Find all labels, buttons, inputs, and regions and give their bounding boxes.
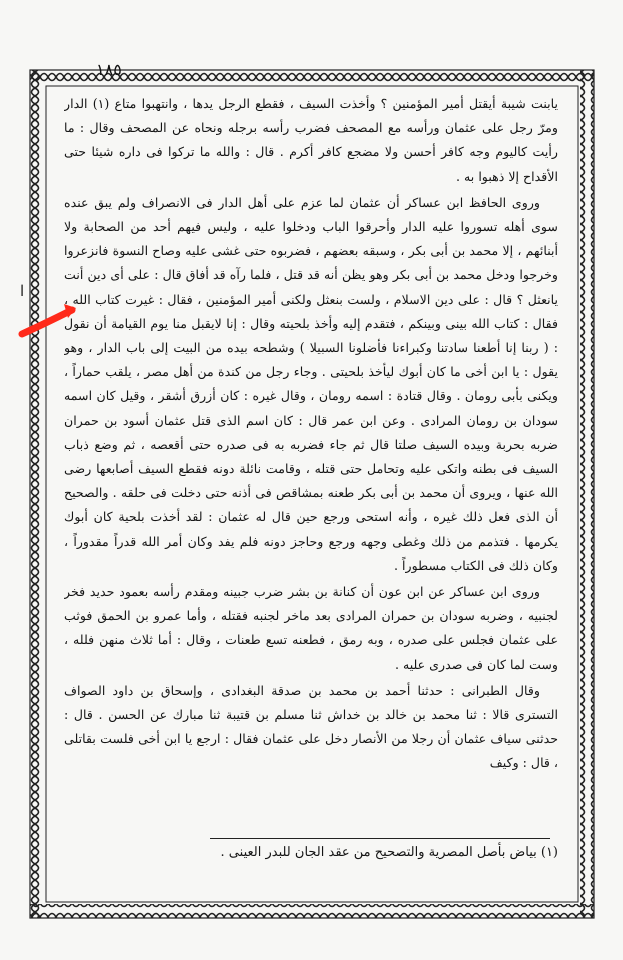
paragraph-2: وروى الحافظ ابن عساكر أن عثمان لما عزم على أهل الدار فى الانصراف ولم يبق عنده سوى أهله تسوروا عليه الدار وأحرقوا الباب ودخلوا عليه ، وليس فيهم أحد من الصحابة ولا أبنائهم ، إلا محمد بن أبى بكر ، وسبقه بعضهم ، فضربوه حتى غشى عليه وصاح النسوة فانزعروا وخرجوا ودخل محمد بن أبى بكر وهو يظن أنه قد قتل ، فلما رآه قد أفاق قال : على أى دين أنت يانعثل ؟ قال : على دين الاسلام ، ولست بنعثل ولكنى أمير المؤمنين ، فقال : غيرت كتاب الله ، فقال : كتاب الله بينى وبينكم ، فتقدم إليه وأخذ بلحيته وقال : إنا لايقبل منا يوم القيامة أن نقول : ( ربنا إنا أطعنا سادتنا وكبراءنا فأضلونا السبيلا ) وشطحه بيده من البيت إلى باب الدار ، وهو يقول : يا ابن أخى ما كان أبوك ليأخذ بلحيتى . وجاء رجل من كندة من أهل مصر ، يلقب حماراً ، ويكنى بأبى رومان . وقال قتادة : اسمه رومان ، وقال غيره : كان أزرق أشقر ، وقيل كان اسمه سودان بن رومان المرادى . وعن ابن عمر قال : كان اسم الذى قتل عثمان أسود بن حمران ضربه بحربة وبيده السيف صلتا قال ثم جاء فضربه به فى صدره حتى أقعصه ، ثم وضع ذباب السيف فى بطنه واتكى عليه وتحامل حتى قتله ، وقامت نائلة دونه فقطع السيف أصابعها رضى الله عنها ، ويروى أن محمد بن أبى بكر طعنه بمشاقص فى أذنه حتى دخلت فى حلقه . والصحيح أن الذى فعل ذلك غيره ، وأنه استحى ورجع حين قال له عثمان : لقد أخذت بلحية كان أبوك يكرمها . فتذمم من ذلك وغطى وجهه ورجع وحاجز دونه فلم يفد وكان أمر الله قدراً مقدوراً ، وكان ذلك فى الكتاب مسطوراً . <box>64 194 558 573</box>
paragraph-3: وروى ابن عساكر عن ابن عون أن كنانة بن بشر ضرب جبينه ومقدم رأسه بعمود حديد فخر لجنبيه ، وضربه سودان بن حمران المرادى بعد ماخر لجنبه فقتله ، وأما عمرو بن الحمق فوثب على عثمان فجلس على صدره ، وبه رمق ، فطعنه تسع طعنات ، وقال : أما ثلاث منهن فلله ، وست لما كان فى صدرى عليه . <box>64 584 558 672</box>
paragraph-4: وقال الطبرانى : حدثنا أحمد بن محمد بن صدقة البغدادى ، وإسحاق بن داود الصواف التسترى قالا : ثنا محمد بن خالد بن خداش ثنا مسلم بن قتيبة ثنا مبارك عن الحسن . قال : حدثنى سياف عثمان أن رجلا من الأنصار دخل على عثمان فقال : ارجع يا ابن أخى فلست بقاتلى ، قال : وكيف <box>64 682 558 771</box>
paragraph-1: يابنت شيبة أيقتل أمير المؤمنين ؟ وأخذت السيف ، فقطع الرجل يدها ، وانتهبوا متاع (١) الدار ومرّ رجل على عثمان ورأسه مع المصحف فضرب رأسه برجله ونحاه عن المصحف وقال : ما رأيت كاليوم وجه كافر أحسن ولا مضجع كافر أكرم . قال : والله ما تركوا فى داره شيئا حتى الأقداح إلا ذهبوا به . <box>64 96 558 184</box>
footnote: (١) بياض بأصل المصرية والتصحيح من عقد الجان للبدر العينى . <box>220 845 558 860</box>
main-text <box>64 92 558 862</box>
footnote-divider <box>210 838 550 839</box>
page-number: ١٨٥ <box>96 60 122 79</box>
margin-mark: ا <box>20 282 25 300</box>
